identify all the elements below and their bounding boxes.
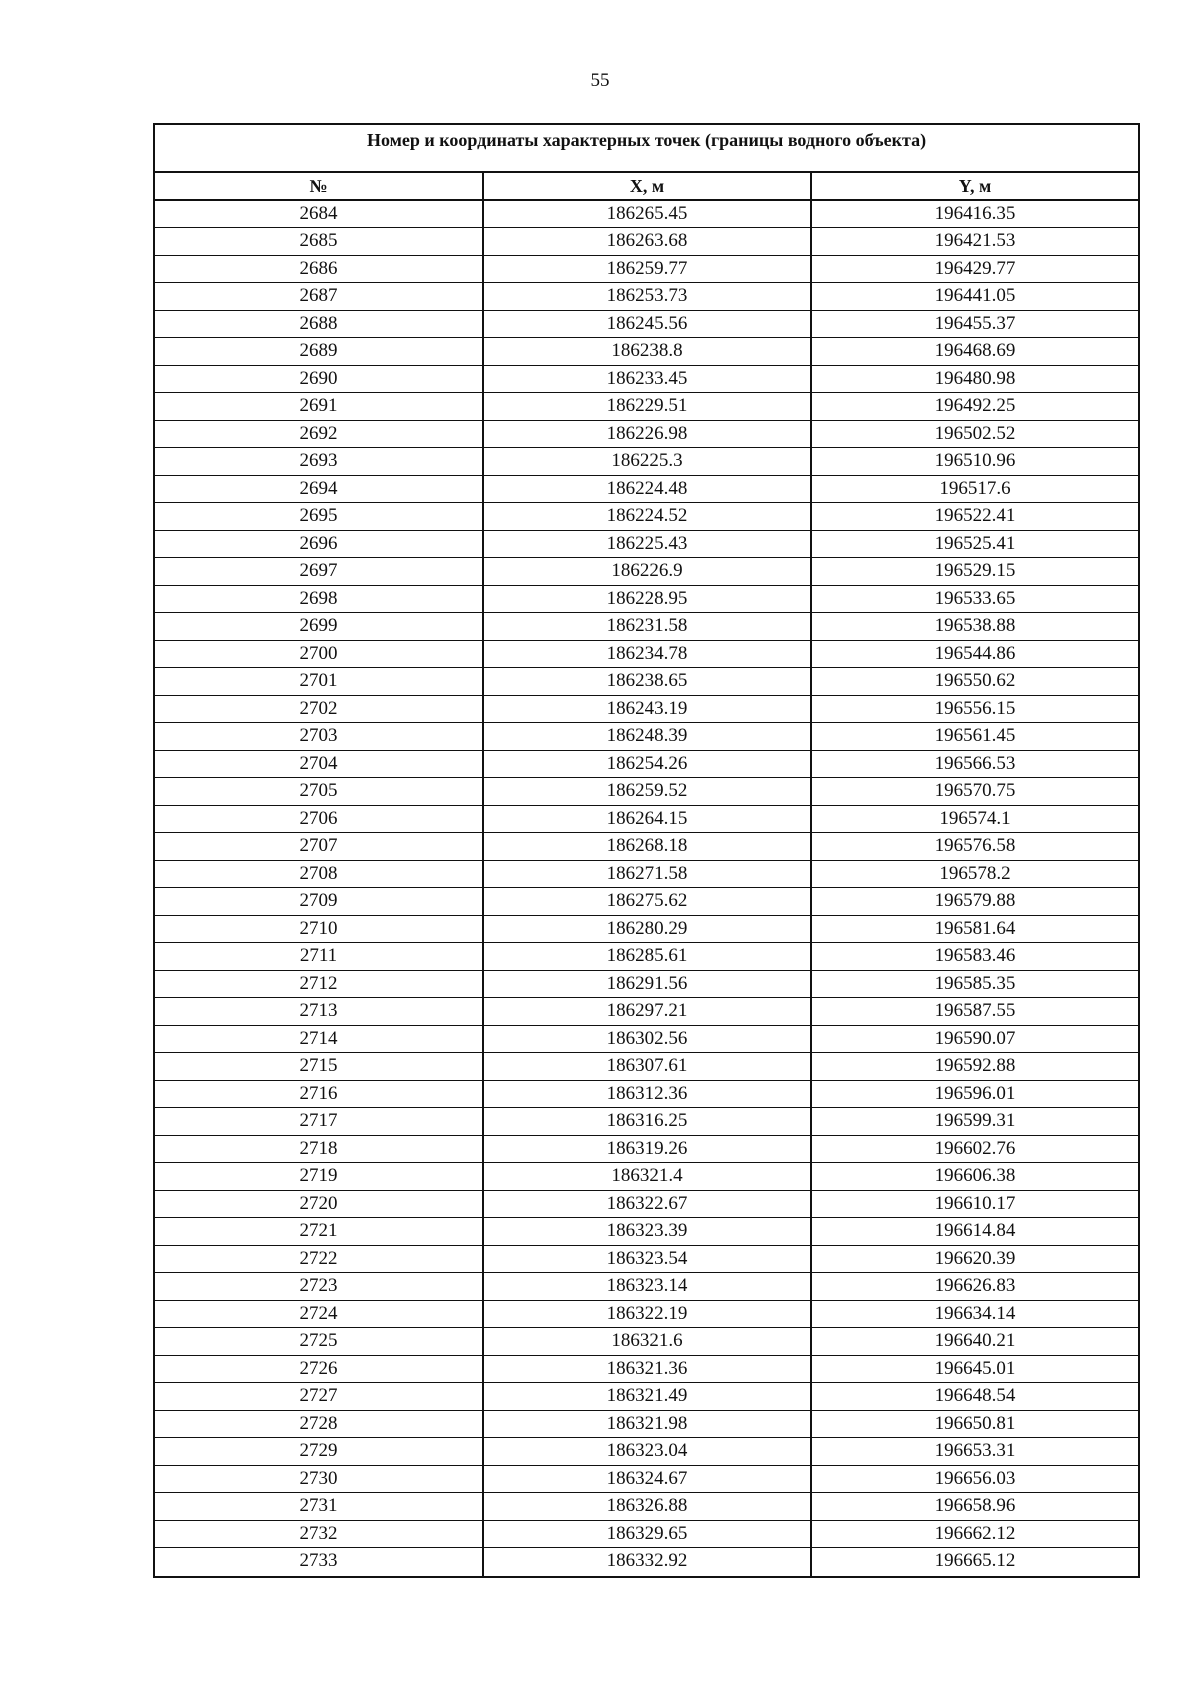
- cell-number: 2711: [155, 943, 484, 970]
- table-row: [155, 558, 1138, 586]
- table-row: [155, 1301, 1138, 1329]
- table-row: [155, 1163, 1138, 1191]
- table-row: [155, 201, 1138, 229]
- cell-number: 2694: [155, 476, 484, 503]
- cell-y: 196648.54: [934, 1385, 1016, 1406]
- cell-x: 186225.3: [484, 448, 812, 475]
- cell-y: 196656.03: [934, 1467, 1016, 1489]
- cell-number: 2701: [155, 668, 484, 695]
- cell-y: 196610.17: [934, 1192, 1016, 1214]
- cell-y: 196556.15: [934, 697, 1016, 719]
- table-row: [155, 833, 1138, 861]
- table-row: [155, 311, 1138, 339]
- cell-y: 196416.35: [934, 202, 1016, 224]
- cell-number: 2729: [155, 1438, 484, 1465]
- table-row: [155, 393, 1138, 421]
- cell-y: 196634.14: [934, 1302, 1016, 1324]
- cell-y: 196578.2: [939, 862, 1011, 884]
- cell-x: 186332.92: [484, 1548, 812, 1576]
- table-row: [155, 723, 1138, 751]
- cell-number: 2717: [155, 1108, 484, 1135]
- table-row: [155, 503, 1138, 531]
- cell-x: 186323.04: [484, 1438, 812, 1465]
- table-row: [155, 421, 1138, 449]
- table-row: [155, 971, 1138, 999]
- cell-number: 2689: [155, 338, 484, 365]
- cell-number: 2718: [155, 1136, 484, 1163]
- cell-x: 186280.29: [484, 916, 812, 943]
- cell-x: 186297.21: [484, 998, 812, 1025]
- cell-y: 196517.6: [939, 477, 1011, 499]
- cell-y: 196429.77: [934, 257, 1016, 279]
- header-y: Y, м: [958, 176, 992, 196]
- cell-number: 2692: [155, 421, 484, 448]
- table-row: [155, 1493, 1138, 1521]
- cell-number: 2710: [155, 916, 484, 943]
- cell-y: 196550.62: [934, 670, 1016, 691]
- cell-x: 186322.67: [484, 1191, 812, 1218]
- table-row: [155, 228, 1138, 256]
- cell-number: 2727: [155, 1383, 484, 1410]
- table-row: [155, 531, 1138, 559]
- cell-x: 186275.62: [484, 888, 812, 915]
- cell-x: 186265.45: [484, 201, 812, 228]
- table-row: [155, 1108, 1138, 1136]
- cell-number: 2706: [155, 806, 484, 833]
- table-row: [155, 1411, 1138, 1439]
- cell-y: 196538.88: [934, 615, 1016, 636]
- table-row: [155, 1548, 1138, 1576]
- cell-y: 196599.31: [934, 1110, 1016, 1131]
- table-row: [155, 586, 1138, 614]
- cell-y: 196529.15: [934, 560, 1016, 581]
- cell-number: 2696: [155, 531, 484, 558]
- cell-number: 2684: [155, 201, 484, 228]
- table-row: [155, 1191, 1138, 1219]
- table-row: [155, 888, 1138, 916]
- table-row: [155, 1466, 1138, 1494]
- cell-number: 2723: [155, 1273, 484, 1300]
- cell-y: 196455.37: [934, 312, 1016, 334]
- cell-y: 196441.05: [934, 285, 1016, 306]
- table-row: [155, 256, 1138, 284]
- cell-y: 196596.01: [934, 1082, 1016, 1104]
- cell-y: 196492.25: [934, 395, 1016, 416]
- table-row: [155, 1356, 1138, 1384]
- cell-number: 2716: [155, 1081, 484, 1108]
- cell-number: 2704: [155, 751, 484, 778]
- cell-number: 2702: [155, 696, 484, 723]
- cell-x: 186302.56: [484, 1026, 812, 1053]
- cell-x: 186248.39: [484, 723, 812, 750]
- cell-y: 196583.46: [934, 945, 1016, 966]
- table-row: [155, 1053, 1138, 1081]
- cell-x: 186319.26: [484, 1136, 812, 1163]
- cell-x: 186263.68: [484, 228, 812, 255]
- cell-x: 186245.56: [484, 311, 812, 338]
- cell-y: 196590.07: [934, 1027, 1016, 1049]
- cell-x: 186238.8: [484, 338, 812, 365]
- cell-x: 186323.39: [484, 1218, 812, 1245]
- table-body: [155, 201, 1138, 1576]
- cell-x: 186228.95: [484, 586, 812, 613]
- table-row: [155, 668, 1138, 696]
- cell-x: 186322.19: [484, 1301, 812, 1328]
- cell-x: 186291.56: [484, 971, 812, 998]
- header-number: №: [155, 173, 484, 199]
- table-row: [155, 1136, 1138, 1164]
- cell-y: 196665.12: [934, 1550, 1016, 1571]
- cell-number: 2685: [155, 228, 484, 255]
- cell-y: 196602.76: [934, 1137, 1016, 1159]
- cell-x: 186312.36: [484, 1081, 812, 1108]
- cell-number: 2731: [155, 1493, 484, 1520]
- cell-y: 196544.86: [934, 642, 1016, 664]
- cell-x: 186323.54: [484, 1246, 812, 1273]
- cell-x: 186268.18: [484, 833, 812, 860]
- table-row: [155, 613, 1138, 641]
- cell-x: 186229.51: [484, 393, 812, 420]
- cell-x: 186321.36: [484, 1356, 812, 1383]
- cell-number: 2715: [155, 1053, 484, 1080]
- cell-y: 196658.96: [934, 1495, 1016, 1516]
- cell-x: 186323.14: [484, 1273, 812, 1300]
- cell-number: 2733: [155, 1548, 484, 1576]
- cell-y: 196626.83: [934, 1275, 1016, 1296]
- cell-number: 2709: [155, 888, 484, 915]
- header-x: X, м: [484, 173, 812, 199]
- table-row: [155, 1218, 1138, 1246]
- table-row: [155, 366, 1138, 394]
- cell-y: 196581.64: [934, 917, 1016, 939]
- cell-x: 186253.73: [484, 283, 812, 310]
- cell-number: 2687: [155, 283, 484, 310]
- cell-y: 196579.88: [934, 890, 1016, 911]
- cell-y: 196510.96: [934, 450, 1016, 471]
- table-row: [155, 751, 1138, 779]
- table-row: [155, 1273, 1138, 1301]
- cell-x: 186226.9: [484, 558, 812, 585]
- cell-number: 2724: [155, 1301, 484, 1328]
- cell-x: 186329.65: [484, 1521, 812, 1548]
- cell-x: 186233.45: [484, 366, 812, 393]
- cell-number: 2725: [155, 1328, 484, 1355]
- cell-y: 196561.45: [934, 725, 1016, 746]
- table-header-row: [155, 173, 1138, 201]
- table-row: [155, 998, 1138, 1026]
- cell-number: 2700: [155, 641, 484, 668]
- cell-y: 196645.01: [934, 1357, 1016, 1379]
- cell-y: 196570.75: [934, 780, 1016, 801]
- cell-y: 196606.38: [934, 1165, 1016, 1186]
- cell-y: 196640.21: [934, 1330, 1016, 1351]
- cell-number: 2714: [155, 1026, 484, 1053]
- cell-number: 2713: [155, 998, 484, 1025]
- cell-y: 196662.12: [934, 1522, 1016, 1544]
- cell-x: 186234.78: [484, 641, 812, 668]
- cell-number: 2712: [155, 971, 484, 998]
- cell-number: 2707: [155, 833, 484, 860]
- cell-x: 186307.61: [484, 1053, 812, 1080]
- cell-x: 186259.77: [484, 256, 812, 283]
- cell-number: 2699: [155, 613, 484, 640]
- table-row: [155, 806, 1138, 834]
- cell-number: 2708: [155, 861, 484, 888]
- cell-number: 2732: [155, 1521, 484, 1548]
- cell-x: 186225.43: [484, 531, 812, 558]
- cell-y: 196522.41: [934, 505, 1016, 526]
- cell-y: 196525.41: [934, 532, 1016, 554]
- table-row: [155, 778, 1138, 806]
- table-row: [155, 338, 1138, 366]
- cell-y: 196421.53: [934, 230, 1016, 251]
- cell-x: 186271.58: [484, 861, 812, 888]
- cell-number: 2719: [155, 1163, 484, 1190]
- table-row: [155, 696, 1138, 724]
- table-row: [155, 476, 1138, 504]
- cell-y: 196653.31: [934, 1440, 1016, 1461]
- table-row: [155, 1328, 1138, 1356]
- cell-y: 196480.98: [934, 367, 1016, 389]
- cell-y: 196576.58: [934, 835, 1016, 856]
- cell-number: 2722: [155, 1246, 484, 1273]
- cell-number: 2688: [155, 311, 484, 338]
- cell-x: 186321.6: [484, 1328, 812, 1355]
- cell-x: 186231.58: [484, 613, 812, 640]
- cell-x: 186321.49: [484, 1383, 812, 1410]
- table-row: [155, 943, 1138, 971]
- cell-number: 2720: [155, 1191, 484, 1218]
- cell-number: 2695: [155, 503, 484, 530]
- cell-y: 196585.35: [934, 972, 1016, 994]
- cell-number: 2721: [155, 1218, 484, 1245]
- table-row: [155, 916, 1138, 944]
- cell-x: 186285.61: [484, 943, 812, 970]
- table-title: Номер и координаты характерных точек (границы водного объекта): [155, 125, 1138, 173]
- table-row: [155, 1521, 1138, 1549]
- cell-x: 186326.88: [484, 1493, 812, 1520]
- cell-number: 2690: [155, 366, 484, 393]
- cell-number: 2693: [155, 448, 484, 475]
- cell-x: 186321.4: [484, 1163, 812, 1190]
- cell-y: 196592.88: [934, 1055, 1016, 1076]
- cell-number: 2691: [155, 393, 484, 420]
- table-row: [155, 1081, 1138, 1109]
- cell-y: 196502.52: [934, 422, 1016, 444]
- cell-y: 196587.55: [934, 1000, 1016, 1021]
- cell-x: 186238.65: [484, 668, 812, 695]
- table-row: [155, 1246, 1138, 1274]
- cell-number: 2703: [155, 723, 484, 750]
- cell-y: 196533.65: [934, 587, 1016, 609]
- cell-x: 186259.52: [484, 778, 812, 805]
- table-row: [155, 448, 1138, 476]
- cell-x: 186243.19: [484, 696, 812, 723]
- cell-x: 186321.98: [484, 1411, 812, 1438]
- cell-x: 186316.25: [484, 1108, 812, 1135]
- cell-y: 196566.53: [934, 752, 1016, 774]
- table-row: [155, 641, 1138, 669]
- table-row: [155, 1026, 1138, 1054]
- page-number: 55: [590, 70, 610, 91]
- cell-x: 186226.98: [484, 421, 812, 448]
- cell-number: 2698: [155, 586, 484, 613]
- cell-number: 2728: [155, 1411, 484, 1438]
- cell-number: 2686: [155, 256, 484, 283]
- cell-x: 186324.67: [484, 1466, 812, 1493]
- table-row: [155, 861, 1138, 889]
- cell-number: 2726: [155, 1356, 484, 1383]
- coordinates-table: [153, 123, 1140, 1578]
- cell-x: 186264.15: [484, 806, 812, 833]
- cell-x: 186254.26: [484, 751, 812, 778]
- cell-y: 196614.84: [934, 1220, 1016, 1241]
- cell-y: 196468.69: [934, 340, 1016, 361]
- table-row: [155, 1383, 1138, 1411]
- cell-y: 196650.81: [934, 1412, 1016, 1434]
- cell-number: 2697: [155, 558, 484, 585]
- cell-x: 186224.48: [484, 476, 812, 503]
- cell-y: 196574.1: [939, 807, 1011, 829]
- cell-number: 2705: [155, 778, 484, 805]
- table-row: [155, 283, 1138, 311]
- table-row: [155, 1438, 1138, 1466]
- cell-number: 2730: [155, 1466, 484, 1493]
- cell-x: 186224.52: [484, 503, 812, 530]
- cell-y: 196620.39: [934, 1247, 1016, 1269]
